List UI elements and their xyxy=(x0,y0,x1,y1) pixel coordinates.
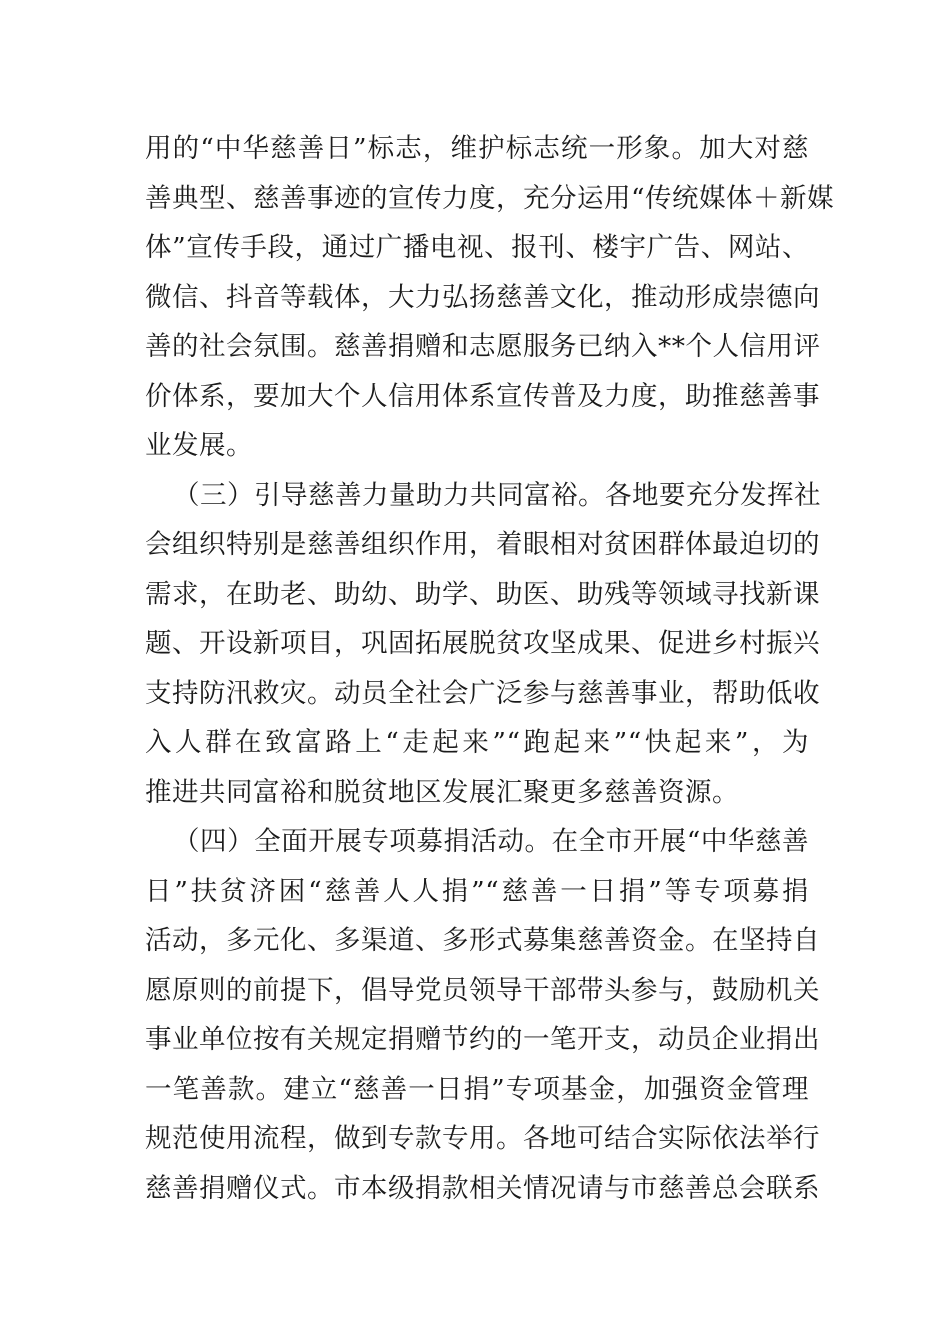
text-line: 业发展。 xyxy=(145,430,253,461)
text-line: 体”宣传手段，通过广播电视、报刊、楼宇广告、网站、 xyxy=(145,232,809,263)
text-line: 事业单位按有关规定捐赠节约的一笔开支，动员企业捐出 xyxy=(145,1024,820,1055)
text-line: 价体系，要加大个人信用体系宣传普及力度，助推慈善事 xyxy=(145,380,820,412)
text-line: 用的“中华慈善日”标志，维护标志统一形象。加大对慈 xyxy=(145,133,809,164)
text-line: 推进共同富裕和脱贫地区发展汇聚更多慈善资源。 xyxy=(145,776,739,808)
text-line: 善典型、慈善事迹的宣传力度，充分运用“传统媒体＋新媒 xyxy=(145,182,835,214)
text-line: 题、开设新项目，巩固拓展脱贫攻坚成果、促进乡村振兴 xyxy=(145,628,820,659)
text-line: 需求，在助老、助幼、助学、助医、助残等领域寻找新课 xyxy=(145,578,820,610)
section-3-heading-line: （三）引导慈善力量助力共同富裕。各地要充分发挥社 xyxy=(173,479,821,511)
text-line: 会组织特别是慈善组织作用，着眼相对贫困群体最迫切的 xyxy=(145,529,820,560)
text-line: 善的社会氛围。慈善捐赠和志愿服务已纳入**个人信用评 xyxy=(145,331,821,362)
text-line: 支持防汛救灾。动员全社会广泛参与慈善事业，帮助低收 xyxy=(145,677,820,709)
text-line: 活动，多元化、多渠道、多形式募集慈善资金。在坚持自 xyxy=(145,925,820,956)
text-line: 日”扶贫济困“慈善人人捐”“慈善一日捐”等专项募捐 xyxy=(145,875,809,907)
text-line: 入人群在致富路上“走起来”“跑起来”“快起来”，为 xyxy=(145,727,809,758)
text-line: 慈善捐赠仪式。市本级捐款相关情况请与市慈善总会联系 xyxy=(145,1172,820,1204)
text-line: 规范使用流程，做到专款专用。各地可结合实际依法举行 xyxy=(145,1123,820,1154)
text-line: 一笔善款。建立“慈善一日捐”专项基金，加强资金管理 xyxy=(145,1073,809,1105)
text-line: 愿原则的前提下，倡导党员领导干部带头参与，鼓励机关 xyxy=(145,974,820,1006)
text-line: 微信、抖音等载体，大力弘扬慈善文化，推动形成崇德向 xyxy=(145,281,820,313)
section-4-heading-line: （四）全面开展专项募捐活动。在全市开展“中华慈善 xyxy=(173,826,809,857)
body-text xyxy=(145,124,835,1213)
